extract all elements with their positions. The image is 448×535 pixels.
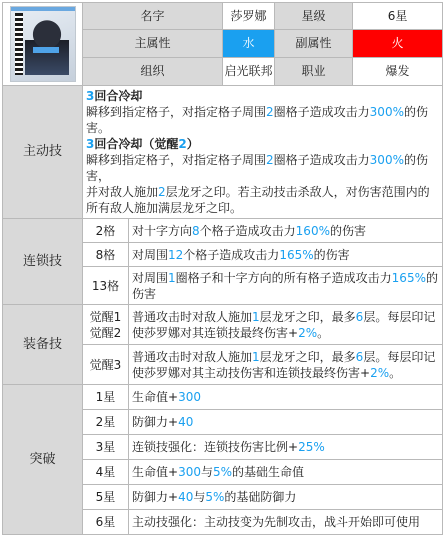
equip-desc: 普通攻击时对敌人施加1层龙牙之印，最多6层。每层印记使莎罗娜对其连锁技最终伤害+2%。 xyxy=(129,305,443,345)
chain-grid: 8格 xyxy=(83,243,129,267)
awake-tier: 觉醒1 觉醒2 xyxy=(83,305,129,345)
star-tier: 1星 xyxy=(83,385,129,410)
equip-desc: 普通攻击时对敌人施加1层龙牙之印，最多6层。每层印记使莎罗娜对其主动技伤害和连锁技最终伤害+2%。 xyxy=(129,345,443,385)
active-skill-label: 主动技 xyxy=(3,86,83,219)
awake-tier: 觉醒3 xyxy=(83,345,129,385)
chain-desc: 对十字方向8个格子造成攻击力160%的伤害 xyxy=(129,219,443,243)
job-label: 职业 xyxy=(275,57,353,85)
star-tier: 4星 xyxy=(83,460,129,485)
chain-skill-label: 连锁技 xyxy=(3,219,83,305)
breakthrough-desc: 主动技强化：主动技变为先制攻击，战斗开始即可使用 xyxy=(129,510,443,535)
main-attr-value: 水 xyxy=(223,29,275,57)
sub-attr-value: 火 xyxy=(353,29,443,57)
active-skill-desc: 3回合冷却 瞬移到指定格子，对指定格子周围2圈格子造成攻击力300%的伤害。 3回合冷却（觉醒2） 瞬移到指定格子，对指定格子周围2圈格子造成攻击力300%的伤害， 并对敌人施加2层龙牙之印。若主动技击杀敌人，对伤害范围内的所有敌人施加满层龙牙之印。 xyxy=(83,86,443,219)
org-label: 组织 xyxy=(83,57,223,85)
breakthrough-desc: 防御力+40 xyxy=(129,410,443,435)
chain-grid: 2格 xyxy=(83,219,129,243)
sub-attr-label: 副属性 xyxy=(275,29,353,57)
main-attr-label: 主属性 xyxy=(83,29,223,57)
chain-desc: 对周围1圈格子和十字方向的所有格子造成攻击力165%的伤害 xyxy=(129,267,443,305)
chain-desc: 对周围12个格子造成攻击力165%的伤害 xyxy=(129,243,443,267)
name-label: 名字 xyxy=(83,3,223,30)
breakthrough-label: 突破 xyxy=(3,385,83,535)
breakthrough-desc: 生命值+300与5%的基础生命值 xyxy=(129,460,443,485)
star-label: 星级 xyxy=(275,3,353,30)
chain-grid: 13格 xyxy=(83,267,129,305)
character-portrait xyxy=(3,3,83,86)
star-value: 6星 xyxy=(353,3,443,30)
name-value: 莎罗娜 xyxy=(223,3,275,30)
star-tier: 6星 xyxy=(83,510,129,535)
equip-skill-label: 装备技 xyxy=(3,305,83,385)
job-value: 爆发 xyxy=(353,57,443,85)
star-tier: 2星 xyxy=(83,410,129,435)
breakthrough-desc: 连锁技强化：连锁技伤害比例+25% xyxy=(129,435,443,460)
org-value: 启光联邦 xyxy=(223,57,275,85)
character-info-table xyxy=(2,2,442,529)
breakthrough-desc: 生命值+300 xyxy=(129,385,443,410)
star-tier: 5星 xyxy=(83,485,129,510)
star-tier: 3星 xyxy=(83,435,129,460)
portrait-image xyxy=(10,6,76,82)
breakthrough-desc: 防御力+40与5%的基础防御力 xyxy=(129,485,443,510)
